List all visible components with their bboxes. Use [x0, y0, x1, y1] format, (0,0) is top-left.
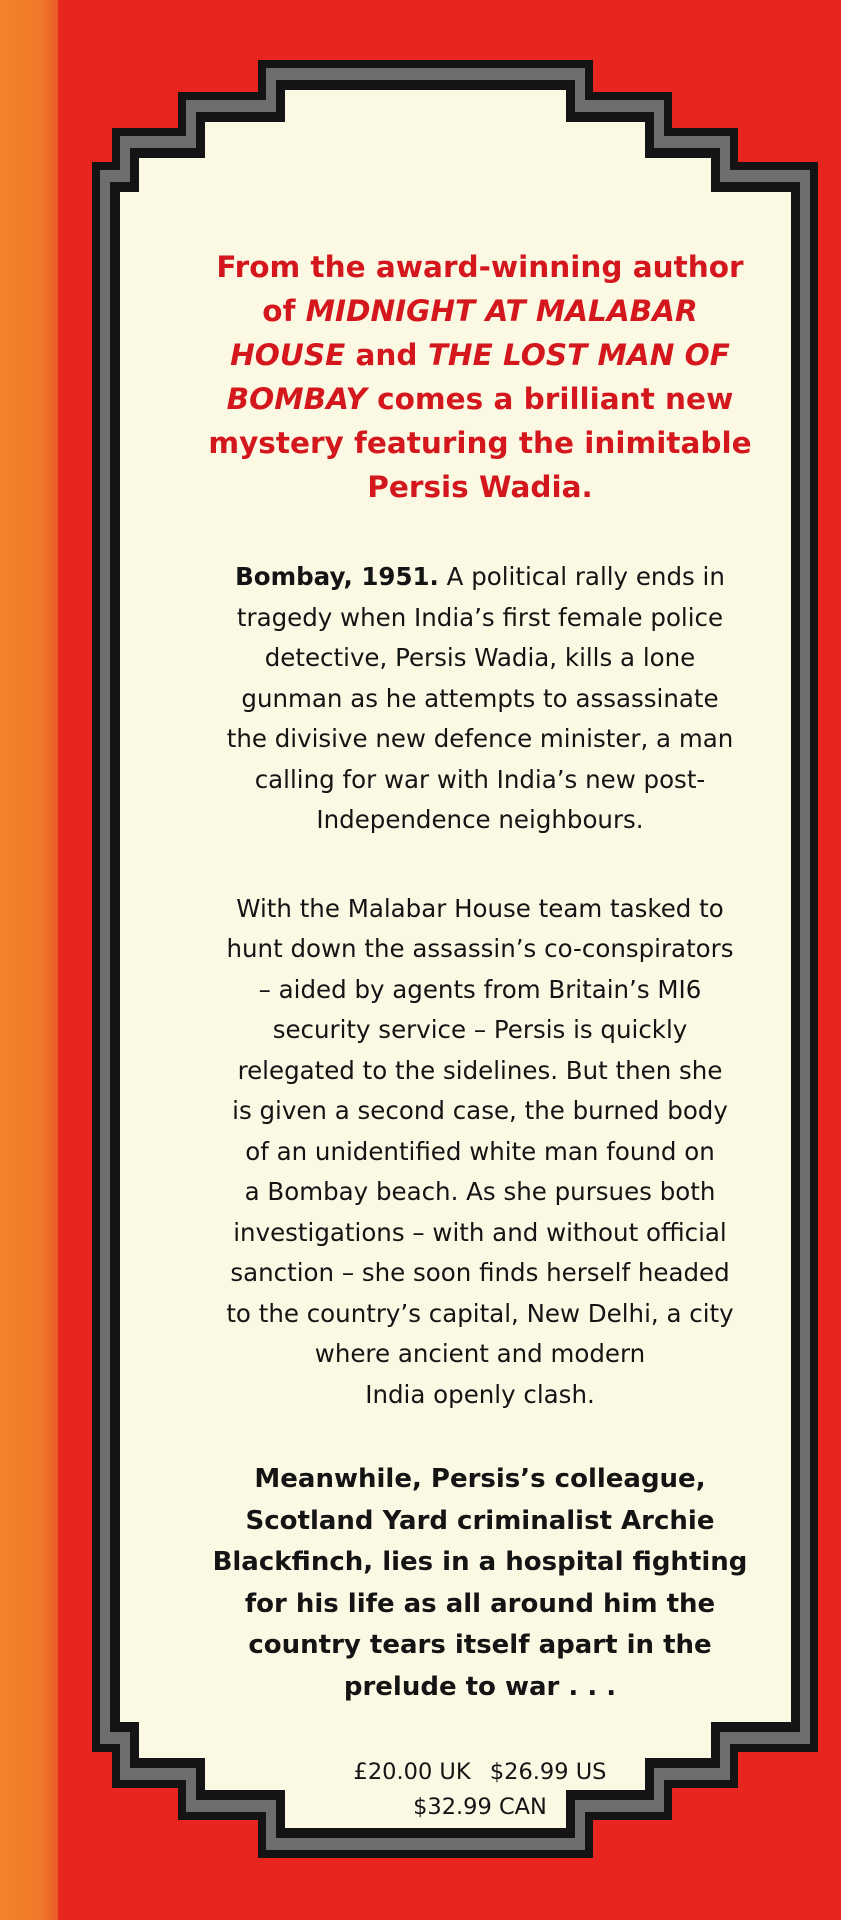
- text-line: India openly clash.: [365, 1379, 595, 1409]
- headline-blurb: [150, 195, 810, 509]
- book-title: BOMBAY: [226, 382, 367, 416]
- headline-line: HOUSE and THE LOST MAN OF: [230, 338, 730, 372]
- text-line: With the Malabar House team tasked to: [236, 893, 724, 923]
- text-line: a Bombay beach. As she pursues both: [244, 1177, 716, 1206]
- text-line: prelude to war . . .: [343, 1671, 617, 1702]
- text-line: Bombay, 1951. A political rally ends in: [235, 562, 725, 591]
- text-line: sanction – she soon finds herself headed: [230, 1258, 730, 1287]
- book-title: MIDNIGHT AT MALABAR: [305, 294, 698, 328]
- text-line: gunman as he attempts to assassinate: [241, 683, 719, 713]
- price-line: [150, 1790, 810, 1825]
- text-line: tragedy when India’s first female police: [236, 602, 724, 632]
- text-line: calling for war with India’s new post-: [254, 764, 706, 794]
- price-block: [150, 1755, 810, 1825]
- text-line: to the country’s capital, New Delhi, a city: [226, 1298, 734, 1328]
- text-line: – aided by agents from Britain’s MI6: [258, 974, 702, 1004]
- text-line: country tears itself apart in the: [248, 1630, 712, 1660]
- synopsis-paragraph-3: [150, 1459, 810, 1708]
- book-title: THE LOST MAN OF: [427, 338, 730, 372]
- text-line: Independence neighbours.: [316, 805, 644, 834]
- text-line: investigations – with and without official: [233, 1217, 727, 1247]
- blurb-panel: [150, 195, 810, 1820]
- text-line: hunt down the assassin’s co-conspirators: [226, 934, 734, 963]
- text-line: for his life as all around him the: [244, 1588, 716, 1619]
- text-line: the divisive new defence minister, a man: [226, 724, 734, 753]
- text-line: where ancient and modern: [314, 1339, 646, 1368]
- text-line: is given a second case, the burned body: [232, 1096, 728, 1125]
- book-title: HOUSE: [230, 338, 346, 372]
- text-line: of an unidentified white man found on: [245, 1136, 715, 1166]
- text-line: Meanwhile, Persis’s colleague,: [254, 1464, 706, 1494]
- price-line: [150, 1755, 810, 1790]
- dateline: Bombay, 1951.: [235, 562, 439, 591]
- text-line: Blackfinch, lies in a hospital fighting: [212, 1547, 748, 1577]
- headline-line: mystery featuring the inimitable: [208, 426, 752, 460]
- synopsis-paragraph-2: [150, 889, 810, 1416]
- text-line: relegated to the sidelines. But then she: [237, 1055, 723, 1085]
- headline-line: BOMBAY comes a brilliant new: [226, 382, 734, 416]
- price-uk: £20.00 UK: [353, 1759, 471, 1785]
- price-can: $32.99 CAN: [413, 1794, 547, 1820]
- headline-line: Persis Wadia.: [367, 470, 593, 504]
- price-us: $26.99 US: [489, 1759, 607, 1785]
- text-line: Scotland Yard criminalist Archie: [245, 1505, 715, 1536]
- headline-line: of MIDNIGHT AT MALABAR: [262, 294, 698, 328]
- headline-line: From the award-winning author: [216, 250, 744, 284]
- text-line: detective, Persis Wadia, kills a lone: [264, 643, 696, 672]
- text-line: security service – Persis is quickly: [272, 1015, 688, 1044]
- synopsis-paragraph-1: [150, 557, 810, 841]
